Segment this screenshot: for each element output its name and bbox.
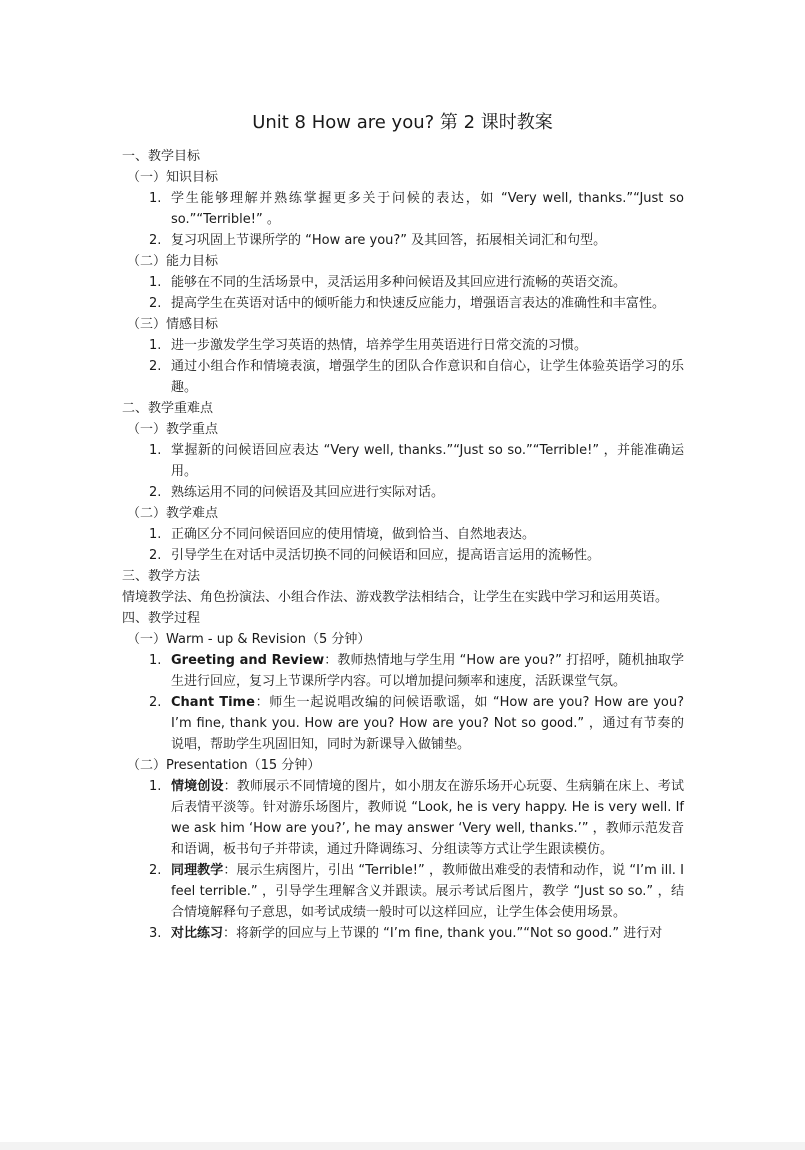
list-item-text: 掌握新的问候语回应表达 “Very well, thanks.”“Just so so.”“Terrible!” ，并能准确运用。 [171, 443, 684, 479]
list-item [122, 860, 684, 923]
list-number: 2. [149, 863, 162, 878]
list-number: 1. [149, 443, 162, 458]
numbered-list [122, 188, 684, 251]
list-item [122, 650, 684, 692]
subsection-heading: （二）教学难点 [127, 506, 219, 521]
list-number: 2. [149, 695, 162, 710]
subsection-heading: （一）Warm - up & Revision（5 分钟） [127, 632, 371, 647]
list-number: 2. [149, 233, 162, 248]
list-item [122, 440, 684, 482]
list-item [122, 188, 684, 230]
list-item [122, 923, 684, 944]
list-item [122, 356, 684, 398]
numbered-list [122, 524, 684, 566]
list-item-text: 复习巩固上节课所学的 “How are you?” 及其回答，拓展相关词汇和句型。 [171, 233, 607, 248]
list-item [122, 776, 684, 860]
list-item-label: Chant Time [171, 695, 255, 710]
subsection-heading: （二）能力目标 [127, 254, 219, 269]
list-item [122, 482, 684, 503]
list-item [122, 230, 684, 251]
list-item-text: 进一步激发学生学习英语的热情，培养学生用英语进行日常交流的习惯。 [171, 338, 588, 353]
list-item-text: 熟练运用不同的问候语及其回应进行实际对话。 [171, 485, 445, 500]
list-number: 2. [149, 485, 162, 500]
list-item-text: 提高学生在英语对话中的倾听能力和快速反应能力，增强语言表达的准确性和丰富性。 [171, 296, 666, 311]
list-number: 1. [149, 779, 162, 794]
list-item [122, 335, 684, 356]
list-number: 1. [149, 275, 162, 290]
list-item [122, 524, 684, 545]
page-title: Unit 8 How are you? 第 2 课时教案 [252, 112, 553, 133]
section-heading: 四、教学过程 [122, 611, 201, 626]
list-item-text: ：教师热情地与学生用 “How are you?” 打招呼，随机抽取学生进行回应，复习上节课所学内容。可以增加提问频率和速度，活跃课堂气氛。 [171, 653, 685, 689]
list-item-text: ：展示生病图片，引出 “Terrible!” ，教师做出难受的表情和动作，说 “I’m ill. I feel terrible.” ，引导学生理解含义并跟读。展示考试后图片，教学 “Just so so.” ，结合情境解释句子意思，如考试成绩一般时可以这样回应，让学生体会使用场景。 [171, 863, 684, 920]
list-item [122, 293, 684, 314]
section-heading: 一、教学目标 [122, 149, 201, 164]
paragraph: 情境教学法、角色扮演法、小组合作法、游戏教学法相结合，让学生在实践中学习和运用英语。 [122, 590, 669, 605]
list-number: 1. [149, 191, 162, 206]
numbered-list [122, 440, 684, 503]
list-item-text: 正确区分不同问候语回应的使用情境，做到恰当、自然地表达。 [171, 527, 536, 542]
list-number: 2. [149, 296, 162, 311]
section-heading: 三、教学方法 [122, 569, 201, 584]
list-item-label: 对比练习 [171, 926, 224, 941]
list-number: 2. [149, 359, 162, 374]
list-number: 1. [149, 653, 162, 668]
subsection-heading: （二）Presentation（15 分钟） [127, 758, 321, 773]
list-item [122, 272, 684, 293]
list-number: 1. [149, 527, 162, 542]
subsection-heading: （一）知识目标 [127, 170, 219, 185]
subsection-heading: （一）教学重点 [127, 422, 219, 437]
section-heading: 二、教学重难点 [122, 401, 214, 416]
list-item-text: ：教师展示不同情境的图片，如小朋友在游乐场开心玩耍、生病躺在床上、考试后表情平淡等。针对游乐场图片，教师说 “Look, he is very happy. He is very well. If we ask him ‘How are you?’, he may answer ‘Very well, thanks.’” ，教师示范发音和语调，板书句子并带读，通过升降调练习、分组读等方式让学生跟读模仿。 [171, 779, 684, 857]
list-item-text: ：将新学的回应与上节课的 “I’m fine, thank you.”“Not so good.” 进行对 [223, 926, 663, 941]
list-number: 2. [149, 548, 162, 563]
numbered-list [122, 776, 684, 944]
list-item-text: 学生能够理解并熟练掌握更多关于问候的表达，如 “Very well, thanks.”“Just so so.”“Terrible!” 。 [171, 191, 684, 227]
list-item-text: 引导学生在对话中灵活切换不同的问候语和回应，提高语言运用的流畅性。 [171, 548, 601, 563]
list-item [122, 692, 684, 755]
document-body [122, 146, 684, 944]
numbered-list [122, 650, 684, 755]
numbered-list [122, 272, 684, 314]
list-number: 3. [149, 926, 162, 941]
list-item-label: 同理教学 [171, 863, 224, 878]
list-item [122, 545, 684, 566]
list-item-label: 情境创设 [171, 779, 224, 794]
list-item-text: ：师生一起说唱改编的问候语歌谣，如 “How are you? How are you? I’m fine, thank you. How are you? How are you? Not so good.” ，通过有节奏的说唱，帮助学生巩固旧知，同时为新课导入做铺垫。 [171, 695, 685, 752]
list-item-text: 通过小组合作和情境表演，增强学生的团队合作意识和自信心，让学生体验英语学习的乐趣。 [171, 359, 684, 395]
list-number: 1. [149, 338, 162, 353]
numbered-list [122, 335, 684, 398]
list-item-label: Greeting and Review [171, 653, 325, 668]
subsection-heading: （三）情感目标 [127, 317, 219, 332]
list-item-text: 能够在不同的生活场景中，灵活运用多种问候语及其回应进行流畅的英语交流。 [171, 275, 627, 290]
